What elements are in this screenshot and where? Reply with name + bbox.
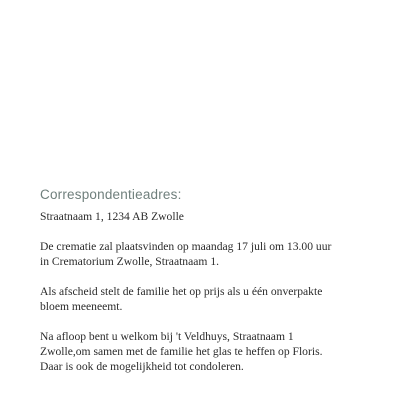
reception-line-3: Daar is ook de mogelijkheid tot condoleren. <box>40 360 244 373</box>
flower-line-1: Als afscheid stelt de familie het op prijs als u één onverpakte <box>40 285 323 298</box>
card-text-block <box>40 186 380 389</box>
cremation-paragraph <box>40 239 380 269</box>
cremation-line-1: De crematie zal plaatsvinden op maandag 17 juli om 13.00 uur <box>40 240 332 253</box>
cremation-line-2: in Crematorium Zwolle, Straatnaam 1. <box>40 255 220 268</box>
correspondence-heading: Correspondentieadres: <box>40 187 182 202</box>
reception-line-1: Na afloop bent u welkom bij 't Veldhuys, Straatnaam 1 <box>40 330 294 343</box>
flower-paragraph <box>40 284 380 314</box>
reception-paragraph <box>40 329 380 374</box>
flower-line-2: bloem meeneemt. <box>40 300 123 313</box>
reception-line-2: Zwolle,om samen met de familie het glas te heffen op Floris. <box>40 345 323 358</box>
correspondence-address: Straatnaam 1, 1234 AB Zwolle <box>40 210 184 223</box>
